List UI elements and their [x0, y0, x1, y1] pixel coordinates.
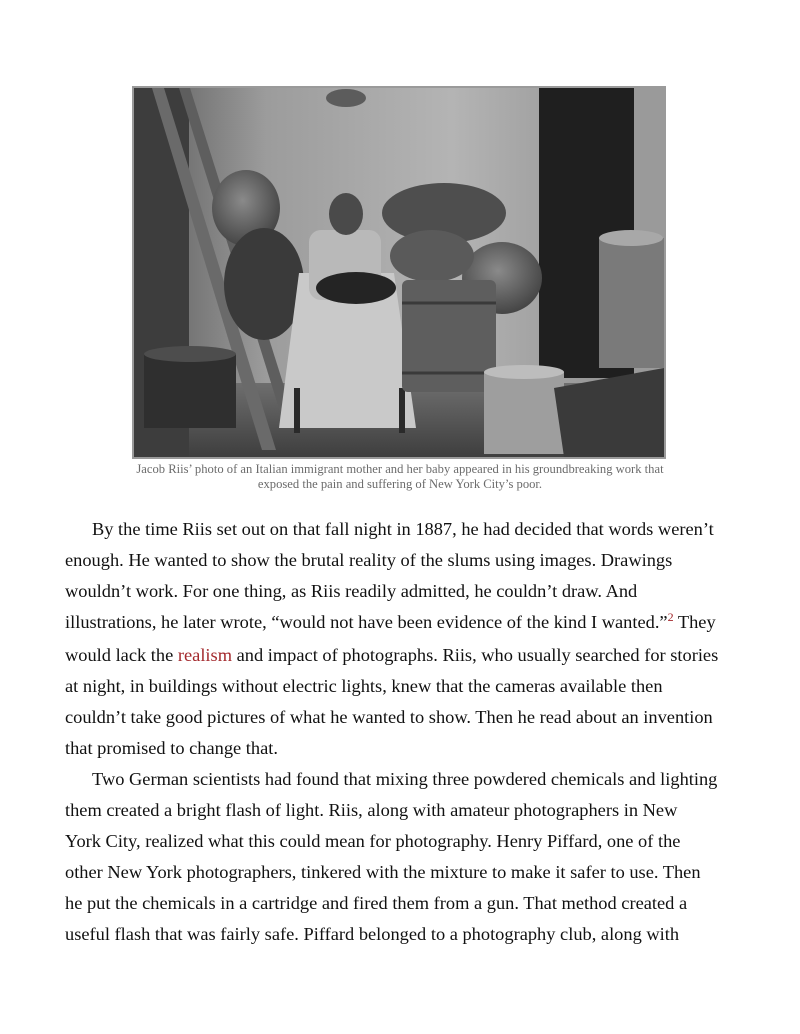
photo-caption	[90, 462, 710, 492]
photo-italian-mother-and-baby	[132, 86, 666, 459]
paragraph-1	[65, 514, 745, 764]
text-line: enough. He wanted to show the brutal reality of the slums using images. Drawings	[65, 550, 673, 570]
footnote-reference[interactable]: 2	[667, 610, 674, 624]
text-line: By the time Riis set out on that fall night in 1887, he had decided that words weren’t	[92, 519, 714, 539]
text-line: Two German scientists had found that mixing three powdered chemicals and lighting	[92, 769, 718, 789]
text-segment: They	[673, 612, 716, 632]
photo-image	[134, 88, 664, 457]
text-line-with-link	[65, 640, 745, 671]
glossary-link-realism[interactable]: realism	[177, 645, 233, 665]
text-line: useful flash that was fairly safe. Piffard belonged to a photography club, along with	[65, 924, 680, 944]
text-line: wouldn’t work. For one thing, as Riis readily admitted, he couldn’t draw. And	[65, 581, 638, 601]
text-segment: and impact of photographs. Riis, who usually searched for stories	[232, 645, 719, 665]
body-text	[65, 514, 745, 950]
text-line: he put the chemicals in a cartridge and fired them from a gun. That method created a	[65, 893, 688, 913]
text-line: other New York photographers, tinkered with the mixture to make it safer to use. Then	[65, 862, 701, 882]
caption-line: exposed the pain and suffering of New York City’s poor.	[257, 477, 543, 491]
text-line: that promised to change that.	[65, 738, 278, 758]
text-line: them created a bright flash of light. Riis, along with amateur photographers in New	[65, 800, 678, 820]
caption-line: Jacob Riis’ photo of an Italian immigrant mother and her baby appeared in his groundbreaking work that	[136, 462, 664, 476]
text-line-with-footnote	[65, 607, 745, 640]
text-segment: would lack the	[65, 645, 178, 665]
text-line: York City, realized what this could mean for photography. Henry Piffard, one of the	[65, 831, 681, 851]
paragraph-2	[65, 764, 745, 950]
text-line: couldn’t take good pictures of what he wanted to show. Then he read about an invention	[65, 707, 713, 727]
text-line: at night, in buildings without electric lights, knew that the cameras available then	[65, 676, 663, 696]
text-segment: illustrations, he later wrote, “would not have been evidence of the kind I wanted.”	[65, 612, 668, 632]
